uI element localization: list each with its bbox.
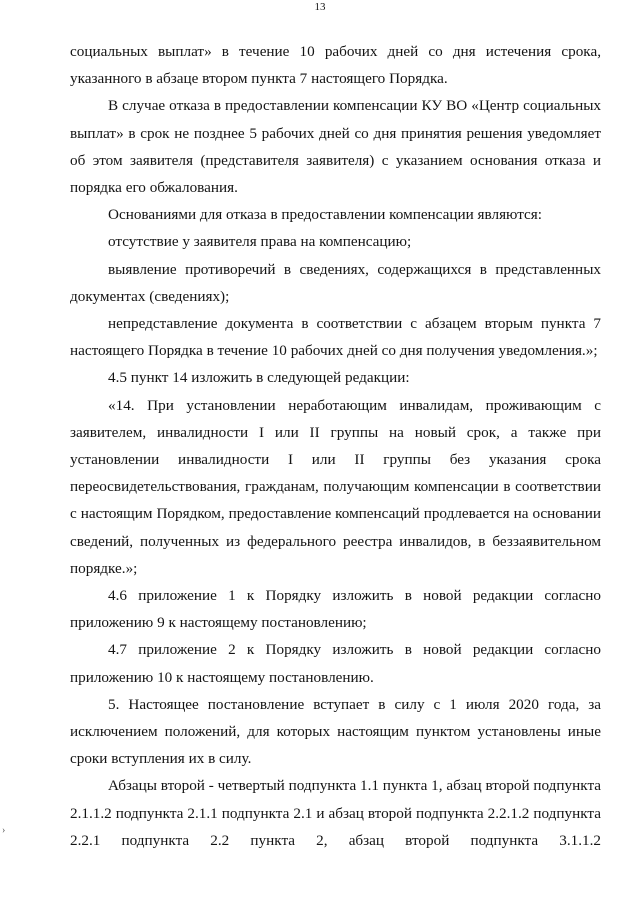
paragraph-12: Абзацы второй - четвертый подпункта 1.1 пункта 1, абзац второй подпункта 2.1.1.2 подпункта 2.1.1 подпункта 2.1 и абзац второй подпункта 2.2.1.2 подпункта 2.2.1 подпункта 2.2 пункта 2, абзац второй подпункта 3.1.1.2 (70, 777, 602, 849)
document-body (70, 38, 601, 854)
paragraph-4: отсутствие у заявителя права на компенсацию; (108, 233, 412, 251)
paragraph-7: 4.5 пункт 14 изложить в следующей редакции: (108, 369, 410, 387)
paragraph-3: Основаниями для отказа в предоставлении компенсации являются: (108, 206, 542, 224)
paragraph-1: социальных выплат» в течение 10 рабочих дней со дня истечения срока, указанного в абзаце втором пункта 7 настоящего Порядка. (70, 43, 601, 88)
margin-mark: › (2, 825, 6, 836)
paragraph-2: В случае отказа в предоставлении компенсации КУ ВО «Центр социальных выплат» в срок не позднее 5 рабочих дней со дня принятия решения уведомляет об этом заявителя (представителя заявителя) с указанием основания отказа и порядка его обжалования. (70, 97, 601, 197)
paragraph-6: непредставление документа в соответствии с абзацем вторым пункта 7 настоящего Порядка в течение 10 рабочих дней со дня получения уведомления.»; (70, 315, 601, 360)
paragraph-11: 5. Настоящее постановление вступает в силу с 1 июля 2020 года, за исключением положений, для которых настоящим пунктом установлены иные сроки вступления их в силу. (70, 695, 601, 768)
paragraph-5: выявление противоречий в сведениях, содержащихся в представленных документах (сведениях); (70, 260, 601, 305)
paragraph-10: 4.7 приложение 2 к Порядку изложить в новой редакции согласно приложению 10 к настоящему постановлению. (70, 641, 601, 686)
page-number: 13 (314, 1, 326, 13)
paragraph-9: 4.6 приложение 1 к Порядку изложить в новой редакции согласно приложению 9 к настоящему постановлению; (70, 587, 601, 632)
paragraph-8: «14. При установлении неработающим инвалидам, проживающим с заявителем, инвалидности I или II группы на новый срок, а также при установлении инвалидности I или II группы без указания срока переосвидетельствования, гражданам, получающим компенсации в соответствии с настоящим Порядком, предоставление компенсаций продлевается на основании сведений, полученных из федерального реестра инвалидов, в беззаявительном порядке.»; (70, 396, 601, 577)
